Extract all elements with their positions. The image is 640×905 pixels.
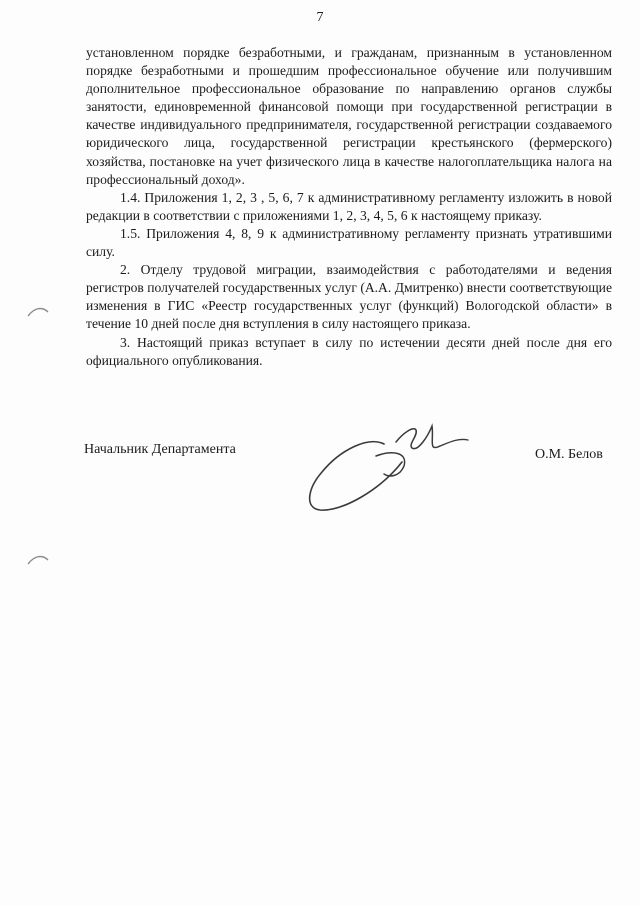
handwritten-signature xyxy=(300,412,500,522)
paragraph-1-5: 1.5. Приложения 4, 8, 9 к административному регламенту признать утратившими силу. xyxy=(86,225,612,260)
page-number: 7 xyxy=(316,10,324,25)
paragraph-3: 3. Настоящий приказ вступает в силу по истечении десяти дней после дня его официального опубликования. xyxy=(86,334,612,368)
paragraph-1-4: 1.4. Приложения 1, 2, 3 , 5, 6, 7 к административному регламенту изложить в новой редакции в соответствии с приложениями 1, 2, 3, 4, 5, 6 к настоящему приказу. xyxy=(86,189,612,223)
binding-hole-mark-lower xyxy=(26,552,52,568)
document-body xyxy=(86,44,612,370)
paragraph-continuation: установленном порядке безработными, и гражданам, признанным в установленном порядке безработными и прошедшим профессиональное обучение или получившим дополнительное профессиональное образование по направлению органов службы занятости, единовременной финансовой помощи при государственной регистрации в качестве индивидуального предпринимателя, государственной регистрации создаваемого юридического лица, государственной регистрации крестьянского (фермерского) хозяйства, постановке на учет физического лица в качестве налогоплательщика налога на профессиональный доход». xyxy=(86,45,612,187)
paragraph-2: 2. Отделу трудовой миграции, взаимодействия с работодателями и ведения регистров получателей государственных услуг (А.А. Дмитренко) внести соответствующие изменения в ГИС «Реестр государственных услуг (функций) Вологодской области» в течение 10 дней после дня вступления в силу настоящего приказа. xyxy=(86,262,612,332)
signer-position-title: Начальник Департамента xyxy=(84,442,236,457)
signer-name: О.М. Белов xyxy=(535,447,603,462)
binding-hole-mark-upper xyxy=(26,304,52,320)
